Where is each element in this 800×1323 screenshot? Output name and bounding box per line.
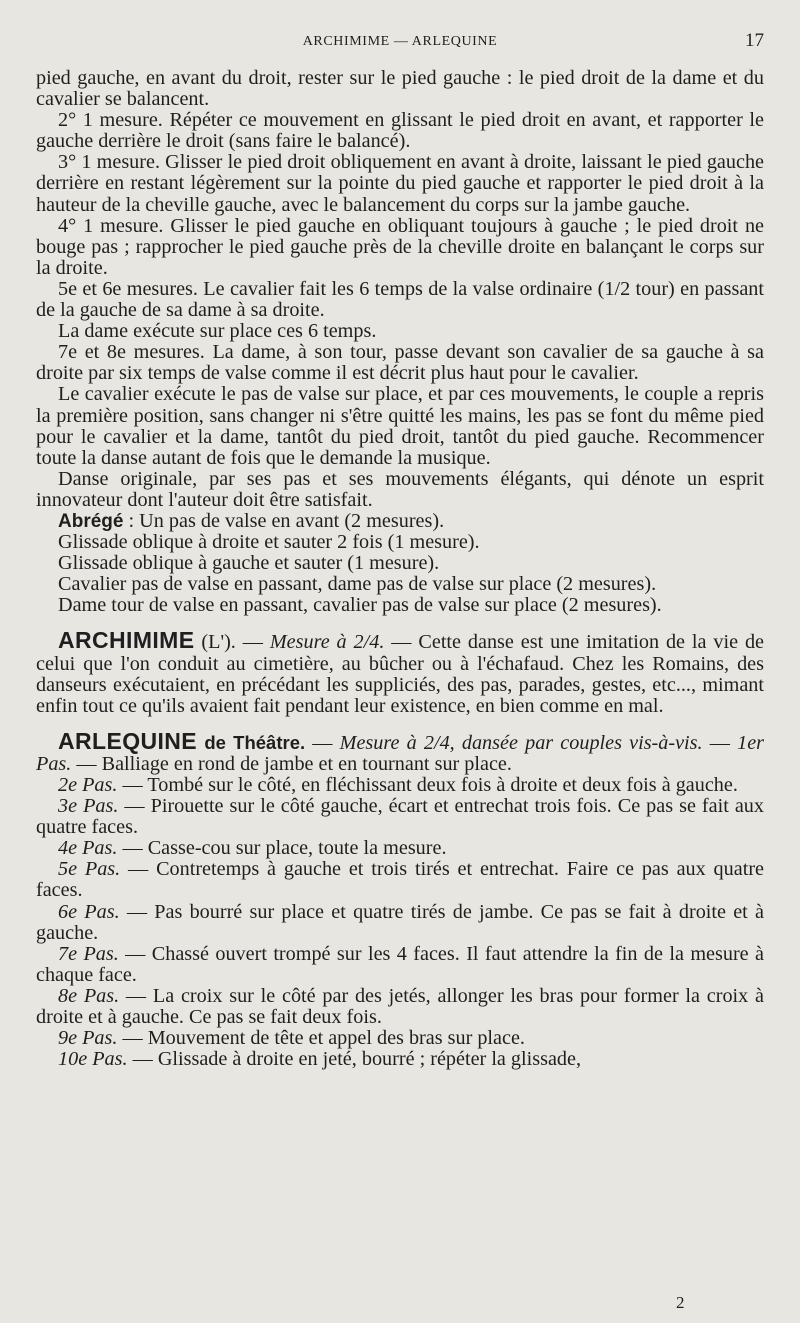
pas-6-label: 6e Pas. [58,900,120,923]
pas-3-text: — Pirouette sur le côté gauche, écart et entrechat trois fois. Ce pas se fait aux quatre faces. [36,795,764,839]
archimime-text: — Cette danse est une imitation de la vie de celui que l'on conduit au cimetière, au bûcher ou à l'échafaud. Chez les Romains, des danseurs exécutaient, en précédant les suppliciés, des pas, parades, gestes, etc..., mimant enfin tout ce qu'ils avaient fait pendant leur existence, en bien comme en mal. [36,631,765,717]
pas-10-text: — Glissade à droite en jeté, bourré ; répéter la glissade, [127,1048,582,1071]
pas-9 [36,1028,764,1049]
pas-2 [36,775,764,796]
pas-9-label: 9e Pas. [58,1027,118,1050]
pas-8-text: — La croix sur le côté par des jetés, allonger les bras pour former la croix à droite et à gauche. Ce pas se fait deux fois. [36,984,764,1029]
arlequine-heading: ARLEQUINE [58,727,198,754]
abrege-line-4: Cavalier pas de valse en passant, dame pas de valse sur place (2 mesures). [58,573,657,596]
arlequine-measure: Mesure à 2/4, dansée par couples vis-à-vis. [339,731,703,754]
pas-2-label: 2e Pas. [58,774,118,796]
paragraph-9: Danse originale, par ses pas et ses mouvements élégants, qui dénote un esprit innovateur dont l'auteur doit être satisfait. [36,467,764,511]
pas-10 [36,1049,764,1070]
pas-3 [36,796,764,838]
pas-2-text: — Tombé sur le côté, en fléchissant deux fois à droite et deux fois à gauche. [117,774,738,796]
abrege-line-1 [36,511,764,532]
archimime-article: (L'). [194,631,236,654]
pas-7-label: 7e Pas. [58,942,119,965]
signature-mark: 2 [676,1293,685,1312]
page-body [36,68,764,1070]
archimime-dash: — [235,631,270,654]
archimime-measure: Mesure à 2/4. [269,631,385,654]
pas-6-text: — Pas bourré sur place et quatre tirés de jambe. Ce pas se fait à droite et à gauche. [36,900,764,944]
pas-1-label: 1er Pas. [36,731,765,775]
pas-5 [36,859,764,901]
pas-1-text: — Balliage en rond de jambe et en tournant sur place. [71,752,512,775]
pas-8 [36,986,764,1028]
pas-10-label: 10e Pas. [58,1048,128,1071]
pas-3-label: 3e Pas. [58,795,119,818]
page-header [36,32,764,68]
paragraph-2: 2° 1 mesure. Répéter ce mouvement en glissant le pied droit en avant, et rapporter le gauche derrière le droit (sans faire le balancé). [36,109,764,153]
archimime-heading: ARCHIMIME [58,627,195,654]
abrege-text-1: : Un pas de valse en avant (2 mesures). [123,509,445,532]
paragraph-3: 3° 1 mesure. Glisser le pied droit obliquement en avant à droite, laissant le pied gauche derrière en restant légèrement sur la pointe du pied gauche et rapporter le pied droit à la hauteur de la cheville gauche, avec le balancement du corps sur la jambe gauche. [36,151,764,216]
pas-9-text: — Mouvement de tête et appel des bras sur place. [117,1027,525,1050]
abrege-line-2: Glissade oblique à droite et sauter 2 fois (1 mesure). [58,531,480,554]
paragraph-8: Le cavalier exécute le pas de valse sur place, et par ces mouvements, le couple a repris la première position, sans changer ni s'être quitté les mains, les pas se font du même pied pour le cavalier et la dame, tantôt du pied droit, tantôt du pied gauche. Recommencer toute la danse autant de fois que le demande la musique. [36,383,764,469]
abrege-label: Abrégé [58,510,124,532]
paragraph-1: pied gauche, en avant du droit, rester sur le pied gauche : le pied droit de la dame et du cavalier se balancent. [36,67,764,111]
abrege-line-3: Glissade oblique à gauche et sauter (1 mesure). [58,552,440,575]
abrege-line-5: Dame tour de valse en passant, cavalier pas de valse sur place (2 mesures). [58,594,662,617]
arlequine-dash: — [305,731,340,754]
running-title: ARCHIMIME — ARLEQUINE [302,34,498,49]
pas-5-text: — Contretemps à gauche et trois tirés et entrechat. Faire ce pas aux quatre faces. [36,858,764,902]
pas-7 [36,944,764,986]
pas-4 [36,838,764,859]
paragraph-6: La dame exécute sur place ces 6 temps. [58,320,377,343]
pas-7-text: — Chassé ouvert trompé sur les 4 faces. Il faut attendre la fin de la mesure à chaque face. [36,942,764,986]
paragraph-4: 4° 1 mesure. Glisser le pied gauche en obliquant toujours à gauche ; le pied droit ne bouge pas ; rapprocher le pied gauche près de la cheville droite en balançant le corps sur la droite. [36,214,764,279]
pas-4-text: — Casse-cou sur place, toute la mesure. [117,837,447,860]
pas-5-label: 5e Pas. [58,858,121,881]
pas-6 [36,902,764,944]
archimime-entry [36,627,765,717]
page-number: 17 [745,30,764,51]
paragraph-5: 5e et 6e mesures. Le cavalier fait les 6 temps de la valse ordinaire (1/2 tour) en passant de la gauche de sa dame à sa droite. [36,277,764,322]
pas-8-label: 8e Pas. [58,984,120,1007]
arlequine-entry [36,727,765,775]
paragraph-7: 7e et 8e mesures. La dame, à son tour, passe devant son cavalier de sa gauche à sa droite par six temps de valse comme il est décrit plus haut pour le cavalier. [36,341,764,385]
arlequine-subheading: de Théâtre. [197,731,306,753]
pas-4-label: 4e Pas. [58,837,118,860]
arlequine-dash-2: — [702,731,738,754]
